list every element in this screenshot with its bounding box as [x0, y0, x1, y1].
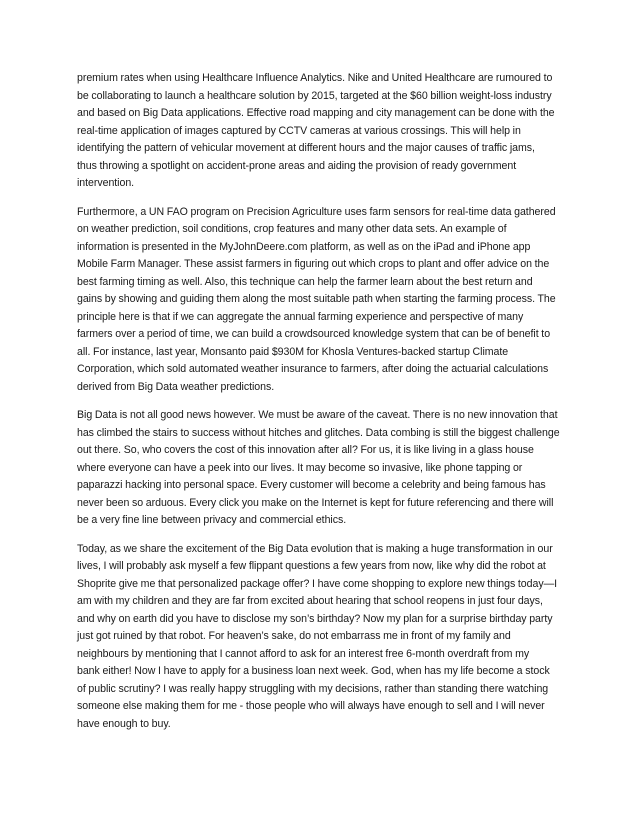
text-line: be a very fine line between privacy and commercial ethics. [77, 514, 347, 526]
text-line: someone else making them for me - those people who will always have enough to sell and I will never [77, 700, 545, 712]
text-line: thus throwing a spotlight on accident-prone areas and aiding the provision of ready government [77, 159, 517, 172]
text-line: where everyone can have a peek into our lives. It may become so invasive, like phone tapping or [77, 461, 523, 474]
text-line: farmers over a period of time, we can build a crowdsourced knowledge system that can be of benefit to [77, 328, 551, 340]
text-line: have enough to buy. [77, 717, 171, 730]
text-line: and why on earth did you have to disclose my son’s birthday? Now my plan for a surprise birthday party [77, 612, 553, 625]
text-line: all. For instance, last year, Monsanto paid $930M for Khosla Ventures-backed startup Climate [77, 345, 509, 358]
text-line: intervention. [77, 177, 135, 189]
text-line: Big Data is not all good news however. We must be aware of the caveat. There is no new innovation that [77, 409, 558, 421]
text-line: on weather prediction, soil conditions, crop features and many other data sets. An example of [77, 223, 507, 235]
paragraph [77, 541, 565, 734]
text-line: lives, I will probably ask myself a few flippant questions a few years from now, like why did the robot at [77, 560, 546, 572]
text-line: derived from Big Data weather predictions. [77, 380, 275, 393]
text-line: am with my children and they are far from excited about hearing that school reopens in just four days, [77, 595, 543, 607]
text-line: best farming timing as well. Also, this technique can help the farmer learn about the best return and [77, 275, 533, 288]
text-line: never been so arduous. Every click you make on the Internet is kept for future referencing and there will [77, 496, 554, 509]
text-line: and based on Big Data applications. Effective road mapping and city management can be done with the [77, 107, 555, 119]
text-line: identifying the pattern of vehicular movement at different hours and the major causes of traffic jams, [77, 142, 535, 154]
text-line: just got ruined by that robot. For heaven’s sake, do not embarrass me in front of my family and [77, 630, 511, 642]
text-line: Mobile Farm Manager. These assist farmers in figuring out which crops to plant and offer advice on the [77, 258, 550, 270]
text-line: bank either! Now I have to apply for a business loan next week. God, when has my life become a stock [77, 665, 550, 677]
text-line: Corporation, which sold automated weather insurance to farmers, after doing the actuarial calculations [77, 363, 549, 375]
text-line: premium rates when using Healthcare Influence Analytics. Nike and United Healthcare are rumoured to [77, 72, 553, 84]
text-line: gains by showing and guiding them along the most suitable path when starting the farming process. The [77, 293, 556, 305]
text-line: has climbed the stairs to success without hitches and glitches. Data combing is still the biggest challenge [77, 426, 560, 439]
text-line: information is presented in the MyJohnDeere.com platform, as well as on the iPad and iPhone app [77, 240, 531, 253]
text-line: out there. So, who covers the cost of this innovation after all? For us, it is like living in a glass house [77, 444, 534, 456]
text-line: of public scrutiny? I was really happy struggling with my decisions, rather than standing there watching [77, 682, 549, 695]
text-line: principle here is that if we can aggregate the annual farming experience and perspective of many [77, 310, 524, 323]
text-line: paparazzi hacking into personal space. Every customer will become a celebrity and being famous has [77, 479, 546, 491]
document-body [77, 70, 565, 744]
text-line: be collaborating to launch a healthcare solution by 2015, targeted at the $60 billion weight-loss industry [77, 89, 552, 102]
text-line: Furthermore, a UN FAO program on Precision Agriculture uses farm sensors for real-time data gathered [77, 205, 556, 218]
text-line: neighbours by mentioning that I cannot afford to ask for an interest free 6-month overdraft from my [77, 647, 530, 660]
text-line: Today, as we share the excitement of the Big Data evolution that is making a huge transformation in our [77, 542, 553, 555]
text-line: Shoprite give me that personalized package offer? I have come shopping to explore new things today—I [77, 577, 558, 590]
text-line: real-time application of images captured by CCTV cameras at various crossings. This will help in [77, 124, 521, 137]
paragraph [77, 70, 565, 193]
paragraph [77, 407, 565, 530]
paragraph [77, 204, 565, 397]
